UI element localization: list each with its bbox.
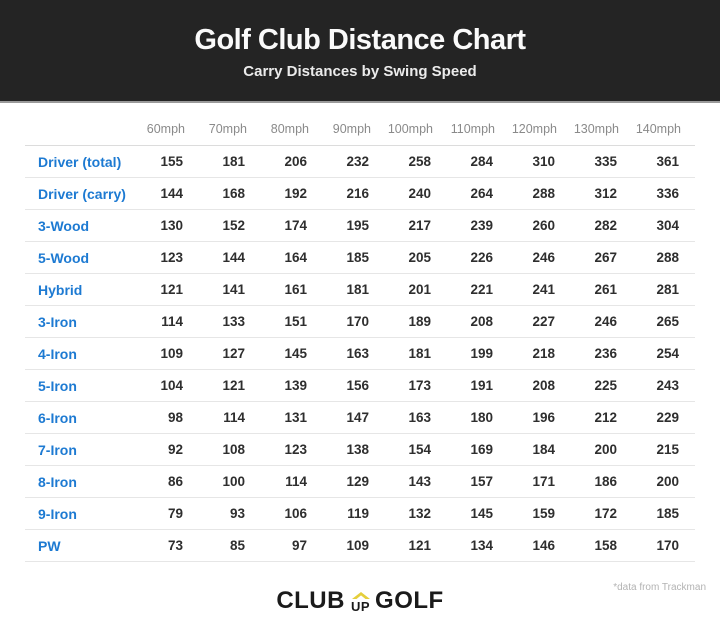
distance-value: 241 — [509, 274, 571, 306]
table-head — [25, 116, 695, 146]
table-row — [25, 146, 695, 178]
distance-value: 157 — [447, 466, 509, 498]
distance-value: 200 — [633, 466, 695, 498]
club-label: 7-Iron — [25, 434, 137, 466]
distance-value: 73 — [137, 530, 199, 562]
logo-golf-text: GOLF — [375, 587, 444, 614]
distance-value: 304 — [633, 210, 695, 242]
distance-value: 189 — [385, 306, 447, 338]
club-label: PW — [25, 530, 137, 562]
data-source-note: *data from Trackman — [613, 582, 706, 593]
distance-value: 144 — [199, 242, 261, 274]
club-label: 9-Iron — [25, 498, 137, 530]
distance-value: 158 — [571, 530, 633, 562]
distance-value: 243 — [633, 370, 695, 402]
distance-value: 147 — [323, 402, 385, 434]
table-row — [25, 370, 695, 402]
table-row — [25, 434, 695, 466]
table-row — [25, 178, 695, 210]
distance-value: 108 — [199, 434, 261, 466]
logo-up-text: UP — [350, 599, 371, 614]
distance-value: 201 — [385, 274, 447, 306]
speed-header: 80mph — [261, 116, 323, 146]
distance-value: 79 — [137, 498, 199, 530]
distance-value: 164 — [261, 242, 323, 274]
distance-value: 195 — [323, 210, 385, 242]
distance-value: 100 — [199, 466, 261, 498]
distance-value: 221 — [447, 274, 509, 306]
table-row — [25, 306, 695, 338]
distance-value: 151 — [261, 306, 323, 338]
distance-value: 146 — [509, 530, 571, 562]
distance-value: 161 — [261, 274, 323, 306]
distance-value: 261 — [571, 274, 633, 306]
distance-value: 109 — [323, 530, 385, 562]
distance-value: 139 — [261, 370, 323, 402]
distance-value: 208 — [509, 370, 571, 402]
page-title: Golf Club Distance Chart — [194, 24, 526, 56]
distance-value: 180 — [447, 402, 509, 434]
speed-header: 100mph — [385, 116, 447, 146]
distance-value: 265 — [633, 306, 695, 338]
distance-value: 171 — [509, 466, 571, 498]
distance-value: 310 — [509, 146, 571, 178]
distance-value: 217 — [385, 210, 447, 242]
distance-value: 173 — [385, 370, 447, 402]
speed-header: 60mph — [137, 116, 199, 146]
distance-value: 121 — [199, 370, 261, 402]
distance-value: 145 — [261, 338, 323, 370]
distance-value: 335 — [571, 146, 633, 178]
distance-value: 206 — [261, 146, 323, 178]
distance-value: 215 — [633, 434, 695, 466]
club-label: 5-Iron — [25, 370, 137, 402]
distance-value: 133 — [199, 306, 261, 338]
table-row — [25, 402, 695, 434]
distance-value: 169 — [447, 434, 509, 466]
club-label: 3-Iron — [25, 306, 137, 338]
distance-value: 97 — [261, 530, 323, 562]
distance-value: 181 — [323, 274, 385, 306]
distance-value: 131 — [261, 402, 323, 434]
distance-value: 123 — [261, 434, 323, 466]
distance-value: 127 — [199, 338, 261, 370]
distance-value: 361 — [633, 146, 695, 178]
distance-value: 138 — [323, 434, 385, 466]
distance-value: 282 — [571, 210, 633, 242]
corner-cell — [25, 116, 137, 146]
distance-value: 312 — [571, 178, 633, 210]
distance-value: 226 — [447, 242, 509, 274]
distance-value: 156 — [323, 370, 385, 402]
distance-value: 288 — [509, 178, 571, 210]
distance-value: 260 — [509, 210, 571, 242]
speed-header: 120mph — [509, 116, 571, 146]
speed-header: 70mph — [199, 116, 261, 146]
distance-value: 232 — [323, 146, 385, 178]
distance-value: 121 — [137, 274, 199, 306]
table-row — [25, 530, 695, 562]
distance-value: 154 — [385, 434, 447, 466]
distance-value: 246 — [509, 242, 571, 274]
distance-value: 144 — [137, 178, 199, 210]
club-label: 4-Iron — [25, 338, 137, 370]
distance-value: 218 — [509, 338, 571, 370]
distance-value: 185 — [633, 498, 695, 530]
club-label: 5-Wood — [25, 242, 137, 274]
distance-value: 267 — [571, 242, 633, 274]
distance-value: 129 — [323, 466, 385, 498]
club-label: Driver (total) — [25, 146, 137, 178]
distance-value: 281 — [633, 274, 695, 306]
distance-value: 86 — [137, 466, 199, 498]
distance-value: 168 — [199, 178, 261, 210]
distance-value: 240 — [385, 178, 447, 210]
distance-value: 258 — [385, 146, 447, 178]
speed-header: 110mph — [447, 116, 509, 146]
distance-value: 239 — [447, 210, 509, 242]
speed-header: 130mph — [571, 116, 633, 146]
header-banner — [0, 0, 720, 103]
distance-value: 159 — [509, 498, 571, 530]
distance-value: 185 — [323, 242, 385, 274]
distance-value: 288 — [633, 242, 695, 274]
table-row — [25, 338, 695, 370]
distance-value: 143 — [385, 466, 447, 498]
distance-value: 174 — [261, 210, 323, 242]
distance-value: 132 — [385, 498, 447, 530]
distance-value: 170 — [323, 306, 385, 338]
distance-value: 93 — [199, 498, 261, 530]
distance-value: 212 — [571, 402, 633, 434]
distance-value: 191 — [447, 370, 509, 402]
distance-value: 216 — [323, 178, 385, 210]
up-caret-icon — [352, 592, 370, 599]
distance-value: 163 — [323, 338, 385, 370]
distance-value: 119 — [323, 498, 385, 530]
distance-value: 163 — [385, 402, 447, 434]
table-row — [25, 274, 695, 306]
distance-value: 106 — [261, 498, 323, 530]
distance-value: 121 — [385, 530, 447, 562]
club-label: 6-Iron — [25, 402, 137, 434]
distance-value: 246 — [571, 306, 633, 338]
distance-value: 123 — [137, 242, 199, 274]
distance-value: 336 — [633, 178, 695, 210]
distance-value: 172 — [571, 498, 633, 530]
distance-value: 199 — [447, 338, 509, 370]
club-label: 8-Iron — [25, 466, 137, 498]
distance-value: 155 — [137, 146, 199, 178]
speed-header: 140mph — [633, 116, 695, 146]
distance-value: 200 — [571, 434, 633, 466]
distance-value: 284 — [447, 146, 509, 178]
distance-value: 114 — [261, 466, 323, 498]
distance-value: 152 — [199, 210, 261, 242]
distance-value: 92 — [137, 434, 199, 466]
distance-value: 145 — [447, 498, 509, 530]
distance-value: 186 — [571, 466, 633, 498]
page-subtitle: Carry Distances by Swing Speed — [243, 63, 477, 80]
club-up-golf-logo — [0, 589, 720, 613]
footer — [0, 579, 720, 635]
distance-value: 130 — [137, 210, 199, 242]
distance-value: 254 — [633, 338, 695, 370]
distance-value: 208 — [447, 306, 509, 338]
table-row — [25, 210, 695, 242]
distance-value: 85 — [199, 530, 261, 562]
distance-value: 181 — [385, 338, 447, 370]
logo-up-block — [351, 592, 370, 613]
distance-value: 205 — [385, 242, 447, 274]
distance-value: 264 — [447, 178, 509, 210]
speed-header: 90mph — [323, 116, 385, 146]
distance-value: 196 — [509, 402, 571, 434]
distance-value: 184 — [509, 434, 571, 466]
speed-header-row — [25, 116, 695, 146]
distance-table — [25, 116, 695, 562]
table-row — [25, 466, 695, 498]
distance-value: 114 — [199, 402, 261, 434]
distance-value: 236 — [571, 338, 633, 370]
distance-table-wrap — [25, 116, 695, 562]
distance-value: 134 — [447, 530, 509, 562]
club-label: 3-Wood — [25, 210, 137, 242]
club-label: Hybrid — [25, 274, 137, 306]
table-row — [25, 498, 695, 530]
distance-value: 109 — [137, 338, 199, 370]
distance-value: 114 — [137, 306, 199, 338]
table-row — [25, 242, 695, 274]
club-label: Driver (carry) — [25, 178, 137, 210]
distance-value: 225 — [571, 370, 633, 402]
distance-value: 104 — [137, 370, 199, 402]
distance-value: 181 — [199, 146, 261, 178]
logo-club-text: CLUB — [276, 587, 345, 614]
table-body — [25, 146, 695, 562]
distance-value: 229 — [633, 402, 695, 434]
distance-value: 141 — [199, 274, 261, 306]
distance-value: 227 — [509, 306, 571, 338]
distance-value: 192 — [261, 178, 323, 210]
distance-value: 170 — [633, 530, 695, 562]
distance-value: 98 — [137, 402, 199, 434]
